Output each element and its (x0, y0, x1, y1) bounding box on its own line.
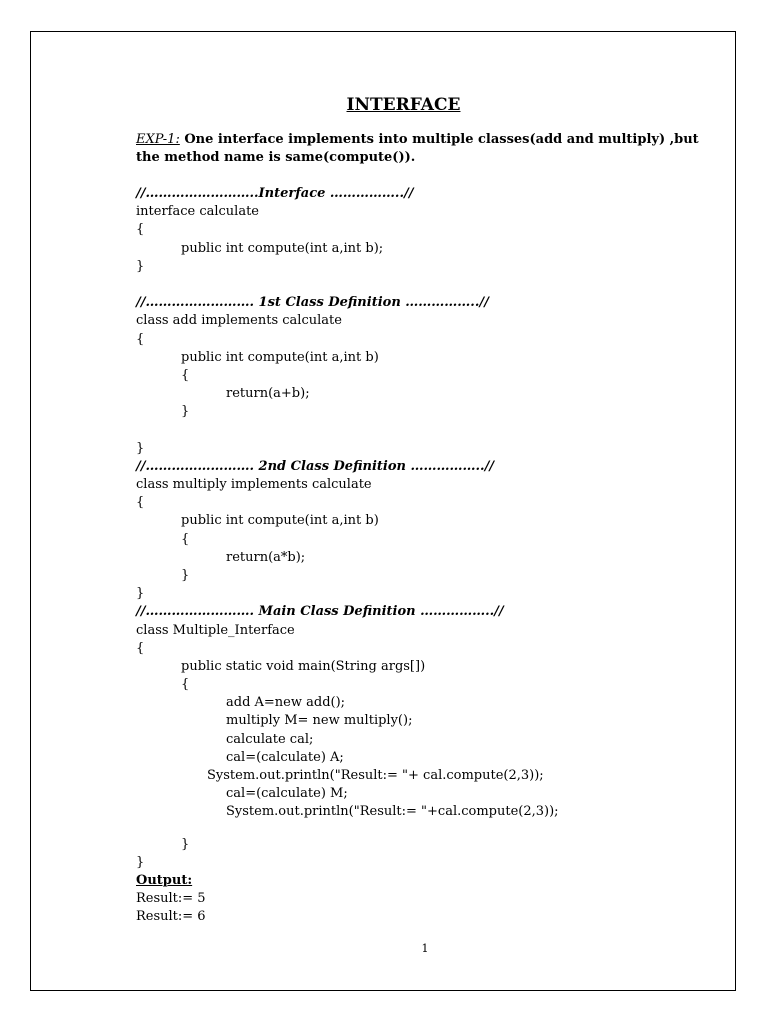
code-line: public int compute(int a,int b) (181, 349, 379, 365)
code-line: class Multiple_Interface (136, 622, 295, 638)
comment-main: //……………………. Main Class Definition ……………..// (136, 604, 504, 620)
code-line: public int compute(int a,int b); (181, 240, 384, 256)
code-line: } (136, 854, 145, 870)
output-line: Result:= 6 (136, 909, 206, 925)
comment-class1: //……………………. 1st Class Definition ……………..// (136, 295, 489, 311)
experiment-text: One interface implements into multiple classes(add and multiply) ,but the method name is same(compute()). (136, 132, 699, 165)
code-line: public static void main(String args[]) (181, 658, 426, 674)
code-line: public int compute(int a,int b) (181, 513, 379, 529)
code-line: { (181, 531, 190, 547)
code-line: interface calculate (136, 204, 259, 220)
code-line: cal=(calculate) A; (226, 749, 344, 765)
code-line: } (136, 258, 145, 274)
code-line: } (136, 586, 145, 602)
code-line: return(a+b); (226, 386, 310, 402)
page-title: INTERFACE (346, 95, 461, 115)
document-body (136, 92, 716, 927)
page-number: 1 (421, 942, 429, 955)
comment-class2: //……………………. 2nd Class Definition ……………..// (136, 458, 495, 474)
code-line: } (181, 404, 190, 420)
experiment-description (136, 131, 706, 167)
code-line: System.out.println("Result:= "+cal.compute(2,3)); (226, 804, 559, 820)
output-line: Result:= 5 (136, 891, 206, 907)
experiment-label: EXP-1: (136, 132, 180, 147)
code-line: } (181, 836, 190, 852)
code-line: { (181, 677, 190, 693)
code-line: { (136, 222, 145, 238)
code-line: { (181, 367, 190, 383)
code-line: class add implements calculate (136, 313, 342, 329)
code-line: { (136, 495, 145, 511)
code-line: cal=(calculate) M; (226, 786, 348, 802)
code-line: { (136, 331, 145, 347)
code-line: return(a*b); (226, 549, 306, 565)
comment-interface: //……………………..Interface ……………..// (136, 186, 414, 201)
code-line: add A=new add(); (226, 695, 346, 711)
code-line: } (136, 440, 145, 456)
code-line: calculate cal; (226, 731, 314, 747)
output-heading: Output: (136, 872, 193, 888)
code-listing (136, 185, 716, 927)
code-line: } (181, 567, 190, 583)
code-line: multiply M= new multiply(); (226, 713, 413, 729)
code-line: class multiply implements calculate (136, 477, 372, 492)
code-line: System.out.println("Result:= "+ cal.compute(2,3)); (207, 768, 544, 783)
code-line: { (136, 640, 145, 656)
